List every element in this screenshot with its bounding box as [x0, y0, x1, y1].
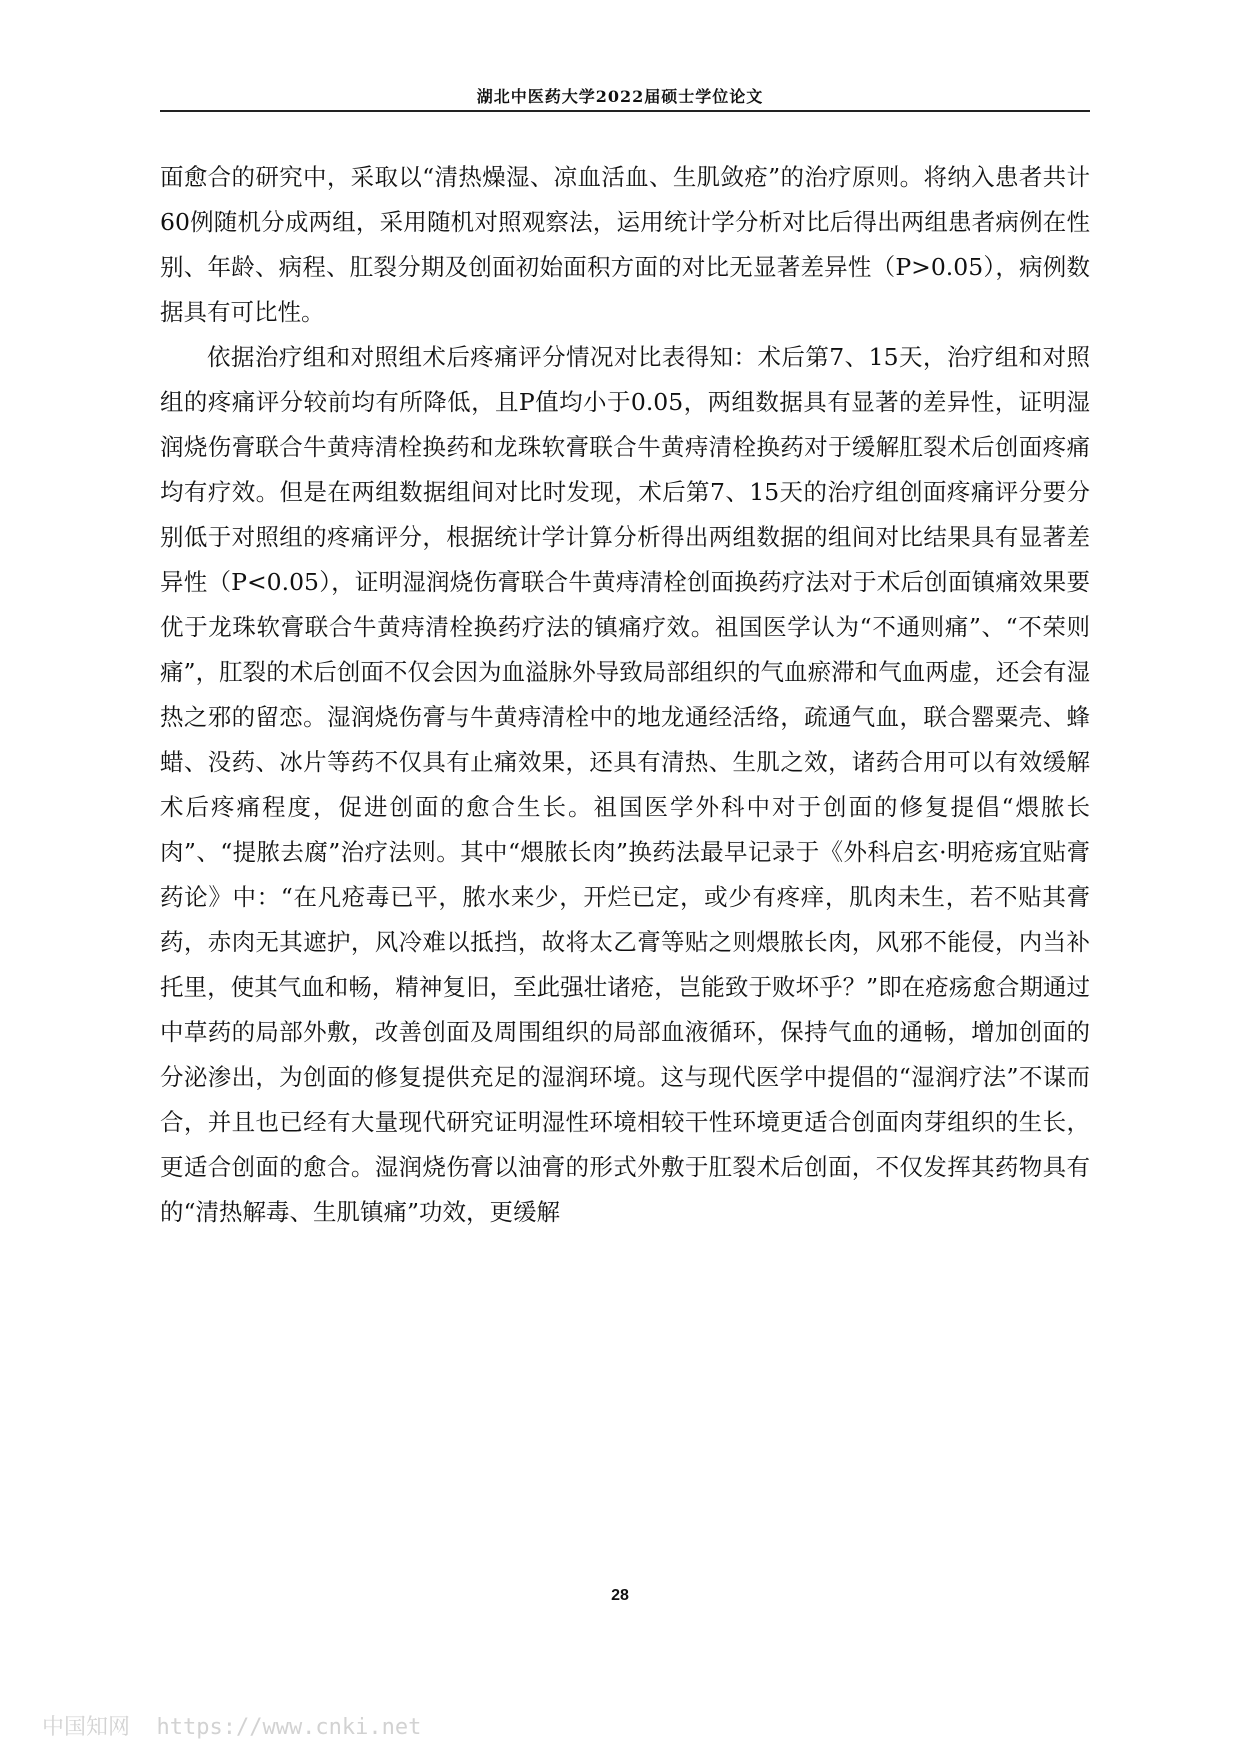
- body-text: [160, 155, 1090, 1235]
- paragraph-pain-score: 依据治疗组和对照组术后疼痛评分情况对比表得知：术后第7、15天，治疗组和对照组的疼痛评分较前均有所降低，且P值均小于0.05，两组数据具有显著的差异性，证明湿润烧伤膏联合牛黄痔清栓换药和龙珠软膏联合牛黄痔清栓换药对于缓解肛裂术后创面疼痛均有疗效。但是在两组数据组间对比时发现，术后第7、15天的治疗组创面疼痛评分要分别低于对照组的疼痛评分，根据统计学计算分析得出两组数据的组间对比结果具有显著差异性（P<0.05），证明湿润烧伤膏联合牛黄痔清栓创面换药疗法对于术后创面镇痛效果要优于龙珠软膏联合牛黄痔清栓换药疗法的镇痛疗效。祖国医学认为“不通则痛”、“不荣则痛”，肛裂的术后创面不仅会因为血溢脉外导致局部组织的气血瘀滞和气血两虚，还会有湿热之邪的留恋。湿润烧伤膏与牛黄痔清栓中的地龙通经活络，疏通气血，联合罂粟壳、蜂蜡、没药、冰片等药不仅具有止痛效果，还具有清热、生肌之效，诸药合用可以有效缓解术后疼痛程度，促进创面的愈合生长。祖国医学外科中对于创面的修复提倡“煨脓长肉”、“提脓去腐”治疗法则。其中“煨脓长肉”换药法最早记录于《外科启玄·明疮疡宜贴膏药论》中：“在凡疮毒已平，脓水来少，开烂已定，或少有疼痒，肌肉未生，若不贴其膏药，赤肉无其遮护，风冷难以抵挡，故将太乙膏等贴之则煨脓长肉，风邪不能侵，内当补托里，使其气血和畅，精神复旧，至此强壮诸疮，岂能致于败坏乎？”即在疮疡愈合期通过中草药的局部外敷，改善创面及周围组织的局部血液循环，保持气血的通畅，增加创面的分泌渗出，为创面的修复提供充足的湿润环境。这与现代医学中提倡的“湿润疗法”不谋而合，并且也已经有大量现代研究证明湿性环境相较干性环境更适合创面肉芽组织的生长，更适合创面的愈合。湿润烧伤膏以油膏的形式外敷于肛裂术后创面，不仅发挥其药物具有的“清热解毒、生肌镇痛”功效，更缓解: [160, 343, 1090, 1226]
- running-head: 湖北中医药大学2022届硕士学位论文: [476, 87, 764, 106]
- header-rule: [160, 110, 1090, 112]
- source-watermark: 中国知网 https://www.cnki.net: [42, 1715, 422, 1740]
- paragraph-continued: 面愈合的研究中，采取以“清热燥湿、凉血活血、生肌敛疮”的治疗原则。将纳入患者共计60例随机分成两组，采用随机对照观察法，运用统计学分析对比后得出两组患者病例在性别、年龄、病程、肛裂分期及创面初始面积方面的对比无显著差异性（P>0.05），病例数据具有可比性。: [160, 163, 1090, 326]
- page-number: 28: [611, 1587, 629, 1604]
